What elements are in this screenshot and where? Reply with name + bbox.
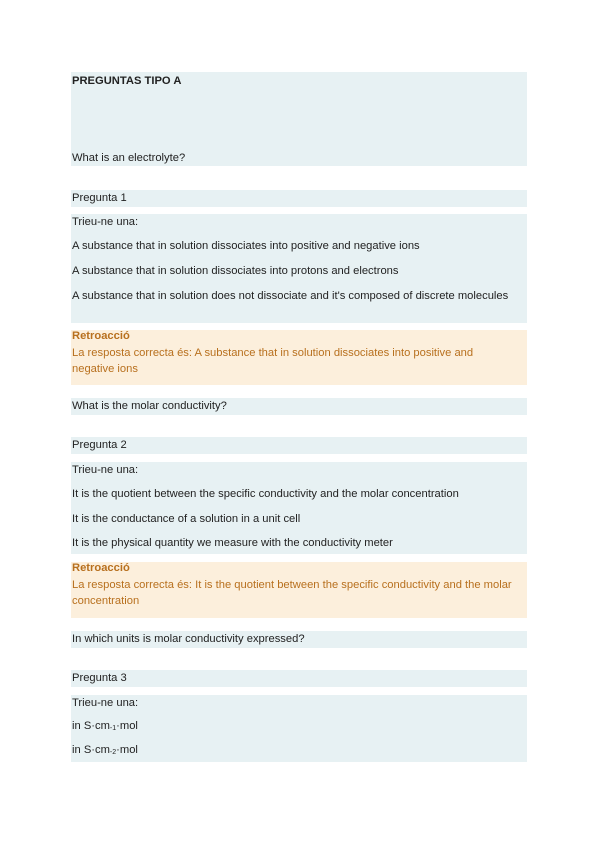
unit-text-post: ·mol — [116, 720, 138, 732]
question-2-option-b[interactable]: It is the conductance of a solution in a unit cell — [72, 513, 301, 525]
question-2-prompt: Trieu-ne una: — [72, 464, 139, 476]
unit-text-post: ·mol — [116, 744, 138, 756]
question-1-prompt: Trieu-ne una: — [72, 216, 139, 228]
question-3-option-a[interactable] — [72, 718, 138, 737]
question-3-option-b[interactable] — [72, 742, 138, 761]
question-3-prompt: Trieu-ne una: — [72, 697, 139, 709]
question-1-label-block — [71, 190, 527, 207]
unit-exponent: -1 — [109, 725, 117, 732]
question-1-text-block — [71, 72, 527, 166]
question-2-text: What is the molar conductivity? — [72, 400, 227, 412]
question-2-answers-block — [71, 462, 527, 554]
question-1-label: Pregunta 1 — [72, 192, 127, 204]
question-2-feedback — [71, 562, 527, 618]
question-1-option-c[interactable]: A substance that in solution does not dissociate and it's composed of discrete molecules — [72, 290, 509, 302]
question-3-label-block — [71, 670, 527, 687]
question-1-feedback — [71, 330, 527, 385]
question-3-text: In which units is molar conductivity expressed? — [72, 633, 305, 645]
question-2-feedback-title: Retroacció — [72, 562, 130, 574]
question-2-text-block — [71, 398, 527, 415]
question-1-option-b[interactable]: A substance that in solution dissociates into protons and electrons — [72, 265, 399, 277]
section-title: PREGUNTAS TIPO A — [72, 75, 182, 87]
question-3-text-block — [71, 631, 527, 648]
unit-text-pre: in S·cm — [72, 744, 110, 756]
question-1-answers-block — [71, 214, 527, 323]
question-1-feedback-text: La resposta correcta és: A substance that in solution dissociates into positive and negative ions — [72, 347, 474, 375]
question-2-label: Pregunta 2 — [72, 439, 127, 451]
question-2-option-c[interactable]: It is the physical quantity we measure with the conductivity meter — [72, 537, 393, 549]
question-3-answers-block — [71, 695, 527, 762]
question-2-option-a[interactable]: It is the quotient between the specific conductivity and the molar concentration — [72, 488, 459, 500]
question-1-text: What is an electrolyte? — [72, 152, 186, 164]
question-2-label-block — [71, 437, 527, 454]
question-1-option-a[interactable]: A substance that in solution dissociates into positive and negative ions — [72, 240, 420, 252]
question-1-feedback-title: Retroacció — [72, 330, 130, 342]
unit-text-pre: in S·cm — [72, 720, 110, 732]
question-2-feedback-text: La resposta correcta és: It is the quotient between the specific conductivity and the molar concentration — [72, 579, 512, 607]
unit-exponent: -2 — [109, 749, 117, 756]
question-3-label: Pregunta 3 — [72, 672, 127, 684]
